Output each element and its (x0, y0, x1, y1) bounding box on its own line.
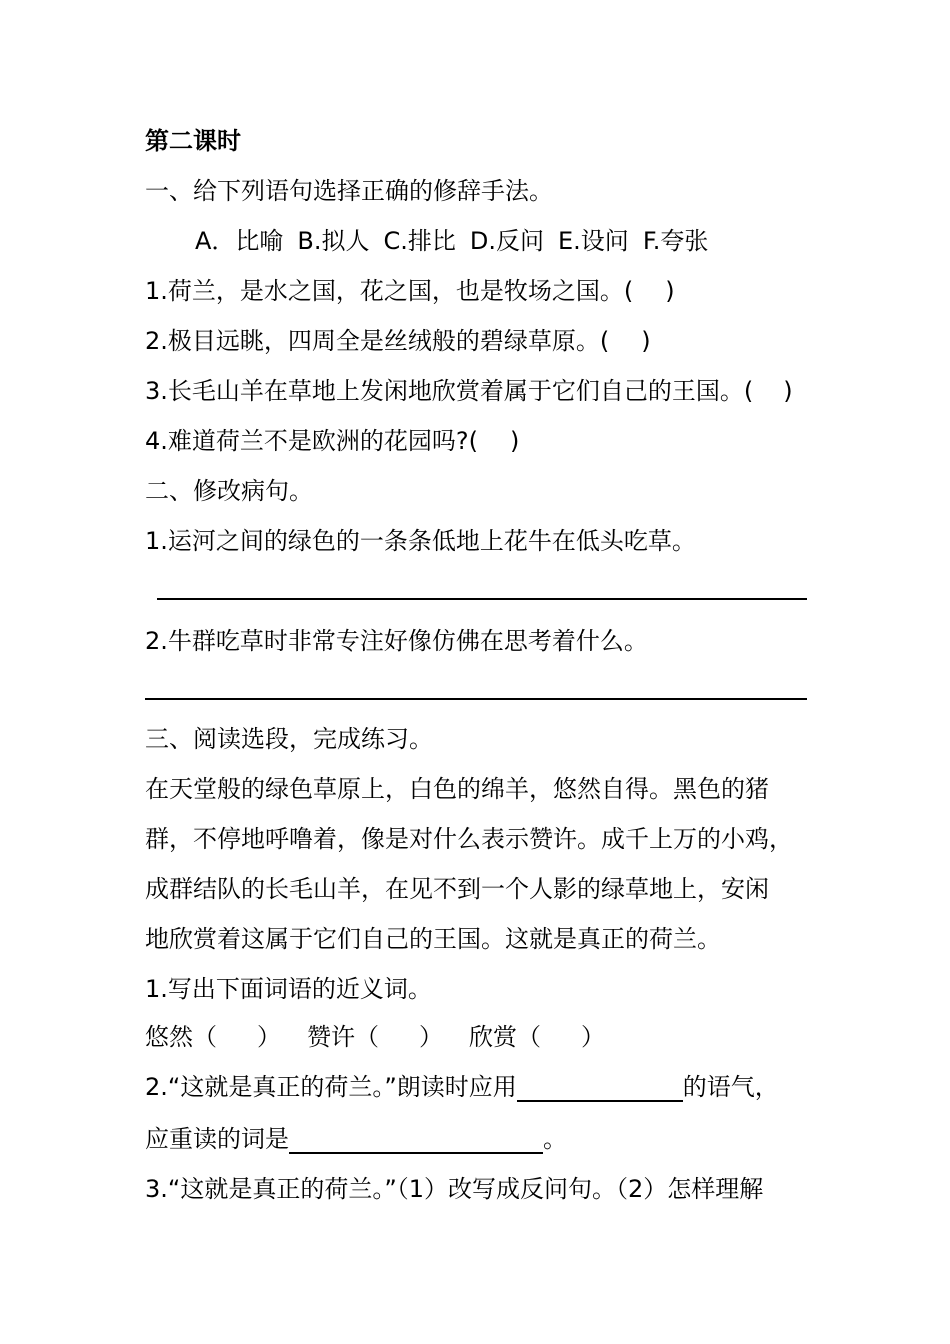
q2-text-a: 2.“这就是真正的荷兰。”朗读时应用 (145, 1073, 517, 1101)
close-paren: ) (665, 277, 675, 305)
s1-q2-text: 2.极目远眺，四周全是丝绒般的碧绿草原。( (145, 327, 610, 355)
rhetoric-options (195, 226, 722, 256)
section2-heading: 二、修改病句。 (145, 477, 313, 505)
synonym-2-word: 赞许（ (307, 1023, 379, 1051)
passage-line: 地欣赏着这属于它们自己的王国。这就是真正的荷兰。 (145, 925, 721, 953)
synonym-row (145, 1022, 605, 1052)
synonym-3-word: 欣赏（ (469, 1023, 541, 1051)
s3-question-1: 1.写出下面词语的近义词。 (145, 975, 432, 1003)
s3-question-2 (145, 1072, 779, 1102)
tone-blank[interactable] (517, 1074, 683, 1102)
s2-question-2: 2.牛群吃草时非常专注好像仿佛在思考着什么。 (145, 627, 648, 655)
synonym-1-close: ） (257, 1023, 281, 1051)
close-paren: ) (783, 377, 793, 405)
option-a: A．比喻 (195, 227, 284, 255)
stress-word-blank[interactable] (289, 1126, 543, 1154)
option-d: D.反问 (469, 227, 545, 255)
s1-q1-text: 1.荷兰，是水之国，花之国，也是牧场之国。( (145, 277, 634, 305)
s1-question-3 (145, 376, 793, 406)
answer-line-1[interactable] (157, 598, 807, 600)
passage-line: 成群结队的长毛山羊，在见不到一个人影的绿草地上，安闲 (145, 875, 769, 903)
s2-question-1: 1.运河之间的绿色的一条条低地上花牛在低头吃草。 (145, 527, 696, 555)
option-f: F.夸张 (642, 227, 709, 255)
option-b: B.拟人 (297, 227, 370, 255)
synonym-2-close: ） (419, 1023, 443, 1051)
answer-line-2[interactable] (145, 698, 807, 700)
close-paren: ) (510, 427, 520, 455)
s1-question-4 (145, 426, 519, 456)
q2-text-b: 的语气， (682, 1073, 779, 1101)
s3-question-3: 3.“这就是真正的荷兰。”（1）改写成反问句。（2）怎样理解 (145, 1175, 764, 1203)
section3-heading: 三、阅读选段，完成练习。 (145, 725, 433, 753)
section1-heading: 一、给下列语句选择正确的修辞手法。 (145, 177, 553, 205)
close-paren: ) (641, 327, 651, 355)
lesson-title: 第二课时 (145, 127, 241, 155)
q2-text-d: 。 (543, 1125, 567, 1153)
passage-line: 在天堂般的绿色草原上，白色的绵羊，悠然自得。黑色的猪 (145, 775, 769, 803)
s1-question-1 (145, 276, 675, 306)
q2-text-c: 应重读的词是 (145, 1125, 289, 1153)
s1-q4-text: 4.难道荷兰不是欧洲的花园吗?( (145, 427, 478, 455)
s1-q3-text: 3.长毛山羊在草地上发闲地欣赏着属于它们自己的王国。( (145, 377, 754, 405)
synonym-1-word: 悠然（ (145, 1023, 217, 1051)
option-c: C.排比 (383, 227, 456, 255)
option-e: E.设问 (558, 227, 629, 255)
s1-question-2 (145, 326, 651, 356)
synonym-3-close: ） (581, 1023, 605, 1051)
s3-question-2-cont (145, 1124, 567, 1154)
passage-line: 群，不停地呼噜着，像是对什么表示赞许。成千上万的小鸡， (145, 825, 793, 853)
